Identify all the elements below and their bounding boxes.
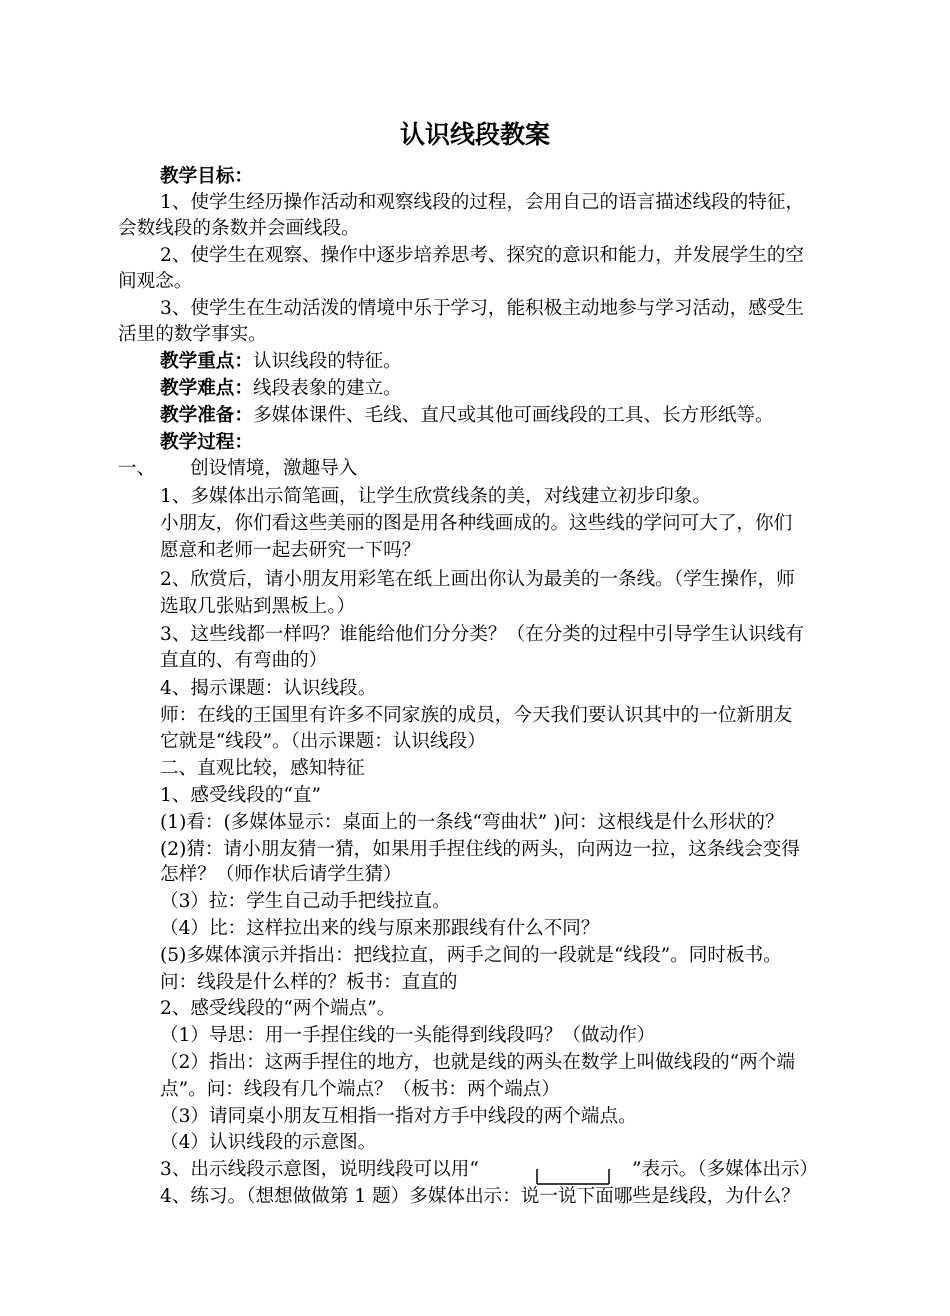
- part-2-desk-mates: （3）请同桌小朋友互相指一指对方手中线段的两个端点。: [160, 1106, 637, 1127]
- part-2-guess-line-2: 怎样？（师作状后请学生猜）: [160, 864, 402, 885]
- preparation-label: 教学准备：: [160, 405, 253, 426]
- line-segment-symbol: [536, 1169, 610, 1185]
- difficult-point: [160, 376, 402, 402]
- part-2-guide: （1）导思：用一手捏住线的一头能得到线段吗？（做动作）: [160, 1025, 656, 1046]
- part-1-step-1: 1、多媒体出示简笔画，让学生欣赏线条的美，对线建立初步印象。: [160, 486, 712, 507]
- part-1-paragraph-line-1: 小朋友，你们看这些美丽的图是用各种线画成的。这些线的学问可大了，你们: [160, 513, 793, 534]
- part-1-step-3-line-1: 3、这些线都一样吗？谁能给他们分分类？（在分类的过程中引导学生认识线有: [160, 624, 805, 645]
- key-point: [160, 349, 402, 375]
- part-1-title: 创设情境，激趣导入: [190, 458, 358, 479]
- part-2-demo: (5)多媒体演示并指出：把线拉直，两手之间的一段就是“线段”。同时板书。: [160, 945, 782, 966]
- part-2-item-4: 4、练习。（想想做做第 1 题）多媒体出示：说一说下面哪些是线段，为什么？: [160, 1186, 800, 1207]
- part-2-point-line-1: （2）指出：这两手捏住的地方，也就是线的两头在数学上叫做线段的“两个端: [160, 1052, 795, 1073]
- part-2-item-3-end: ”表示。（多媒体出示）: [632, 1159, 819, 1180]
- part-1-number: 一、: [118, 458, 156, 479]
- key-point-label: 教学重点：: [160, 351, 253, 372]
- difficult-point-label: 教学难点：: [160, 378, 253, 399]
- goal-3-line-2: 活里的数学事实。: [118, 324, 267, 345]
- part-2-guess-line-1: (2)猜：请小朋友猜一猜，如果用手捏住线的两头，向两边一拉，这条线会变得: [160, 839, 800, 860]
- part-1-paragraph-line-2: 愿意和老师一起去研究一下吗？: [160, 540, 421, 561]
- goal-3-line-1: 3、使学生在生动活泼的情境中乐于学习，能积极主动地参与学习活动，感受生: [160, 298, 805, 319]
- part-1-step-3-line-2: 直直的、有弯曲的）: [160, 650, 328, 671]
- part-1-step-4: 4、揭示课题：认识线段。: [160, 678, 377, 699]
- part-1-step-2-line-2: 选取几张贴到黑板上。）: [160, 596, 356, 617]
- difficult-point-text: 线段表象的建立。: [252, 378, 402, 399]
- process-heading: 教学过程：: [160, 432, 253, 453]
- preparation: [160, 403, 774, 429]
- goal-1-line-2: 会数线段的条数并会画线段。: [118, 218, 360, 239]
- part-2-look: (1)看：(多媒体显示：桌面上的一条线“弯曲状” )问：这根线是什么形状的？: [160, 812, 784, 833]
- part-1-teacher-line-1: 师：在线的王国里有许多不同家族的成员，今天我们要认识其中的一位新朋友: [160, 705, 793, 726]
- part-2-title: 二、直观比较，感知特征: [160, 758, 365, 779]
- goal-1-line-1: 1、使学生经历操作活动和观察线段的过程，会用自己的语言描述线段的特征，: [160, 192, 805, 213]
- document-title: 认识线段教案: [399, 120, 550, 149]
- part-2-pull: （3）拉：学生自己动手把线拉直。: [160, 891, 451, 912]
- part-2-point-line-2: 点”。问：线段有几个端点？（板书：两个端点）: [160, 1079, 560, 1100]
- part-2-item-1: 1、感受线段的“直”: [160, 785, 321, 806]
- key-point-text: 认识线段的特征。: [252, 351, 402, 372]
- goal-2-line-1: 2、使学生在观察、操作中逐步培养思考、探究的意识和能力，并发展学生的空: [160, 245, 805, 266]
- part-2-compare: （4）比：这样拉出来的线与原来那跟线有什么不同？: [160, 918, 600, 939]
- part-2-diagram: （4）认识线段的示意图。: [160, 1132, 377, 1153]
- preparation-text: 多媒体课件、毛线、直尺或其他可画线段的工具、长方形纸等。: [252, 405, 774, 426]
- part-2-item-2: 2、感受线段的“两个端点”。: [160, 998, 396, 1019]
- part-1-step-2-line-1: 2、欣赏后，请小朋友用彩笔在纸上画出你认为最美的一条线。（学生操作，师: [160, 569, 795, 590]
- part-2-question: 问：线段是什么样的？板书：直直的: [160, 972, 458, 993]
- goal-2-line-2: 间观念。: [118, 271, 193, 292]
- goals-heading: 教学目标：: [160, 166, 253, 187]
- part-2-item-3-start: 3、出示线段示意图，说明线段可以用“: [160, 1159, 479, 1180]
- part-1-teacher-line-2: 它就是“线段”。（出示课题：认识线段）: [160, 731, 486, 752]
